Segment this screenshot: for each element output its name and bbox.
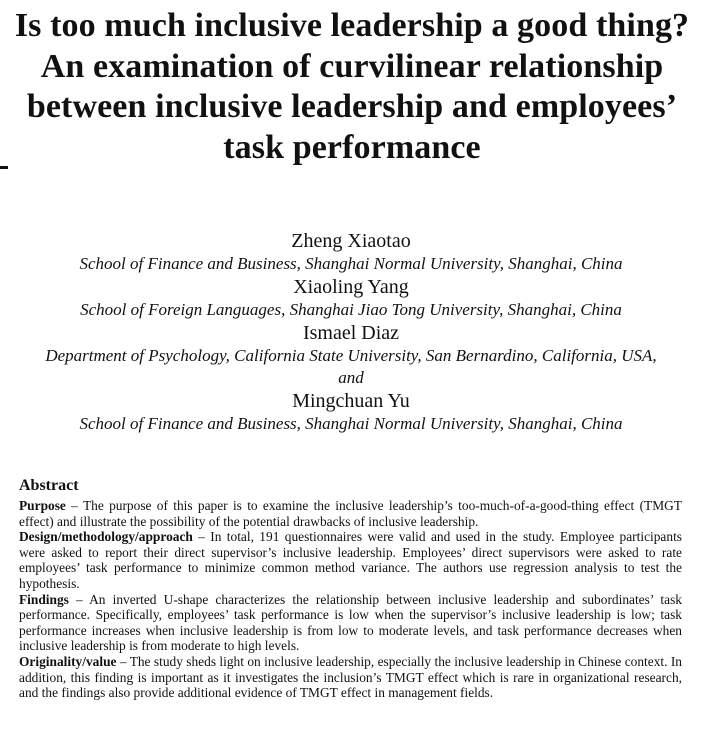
abstract-separator: – xyxy=(192,529,211,545)
abstract-separator: – xyxy=(116,653,130,669)
author-affiliation: School of Foreign Languages, Shanghai Jiao Tong University, Shanghai, China xyxy=(80,300,622,319)
author-block xyxy=(0,229,702,435)
abstract-section xyxy=(19,476,682,701)
author-affiliation: School of Finance and Business, Shanghai Normal University, Shanghai, China xyxy=(79,414,623,433)
abstract-design xyxy=(19,529,682,591)
abstract-separator: – xyxy=(68,591,90,607)
author-name: Zheng Xiaotao xyxy=(291,230,411,252)
author-name: Mingchuan Yu xyxy=(292,390,410,412)
margin-mark xyxy=(0,166,8,169)
abstract-section-label: Findings xyxy=(19,591,69,607)
abstract-section-text: An inverted U-shape characterizes the relationship between inclusive leadership and subordinates’ task performance. Specifically, employees’ task performance is low when the supervisor’s inclusive leadership is low; task performance increases when inclusive leadership is from low to moderate levels, and task performance decreases when inclusive leadership is from moderate to high levels. xyxy=(19,591,683,654)
abstract-section-label: Design/methodology/approach xyxy=(19,529,193,545)
author-name: Xiaoling Yang xyxy=(293,276,409,298)
abstract-originality xyxy=(19,654,682,701)
author-affiliation: Department of Psychology, California State University, San Bernardino, California, USA, and xyxy=(45,346,657,387)
abstract-purpose xyxy=(19,498,682,529)
abstract-section-text: The purpose of this paper is to examine the inclusive leadership’s too-much-of-a-good-thing effect (TMGT effect) and illustrate the possibility of the potential drawbacks of inclusive leadership. xyxy=(19,498,682,529)
author-affiliation: School of Finance and Business, Shanghai Normal University, Shanghai, China xyxy=(79,254,623,273)
author-name: Ismael Diaz xyxy=(302,322,400,344)
abstract-section-text: The study sheds light on inclusive leadership, especially the inclusive leadership in Chinese context. In addition, this finding is important as it investigates the inclusion’s TMGT effect which is rare in organizational research, and the findings also provide additional evidence of TMGT effect in management fields. xyxy=(19,653,682,701)
abstract-findings xyxy=(19,592,682,654)
abstract-section-text: In total, 191 questionnaires were valid and used in the study. Employee participants were asked to report their direct supervisor’s inclusive leadership. Employees’ direct supervisors were asked to rate employees’ task performance to minimize common method variance. The authors use regression analysis to test the hypothesis. xyxy=(19,529,683,591)
abstract-heading: Abstract xyxy=(19,477,79,494)
abstract-section-label: Purpose xyxy=(19,498,66,513)
abstract-section-label: Originality/value xyxy=(19,653,117,669)
paper-title: Is too much inclusive leadership a good thing? An examination of curvilinear relationship between inclusive leadership and employees’ task performance xyxy=(14,7,690,166)
abstract-separator: – xyxy=(65,498,83,513)
